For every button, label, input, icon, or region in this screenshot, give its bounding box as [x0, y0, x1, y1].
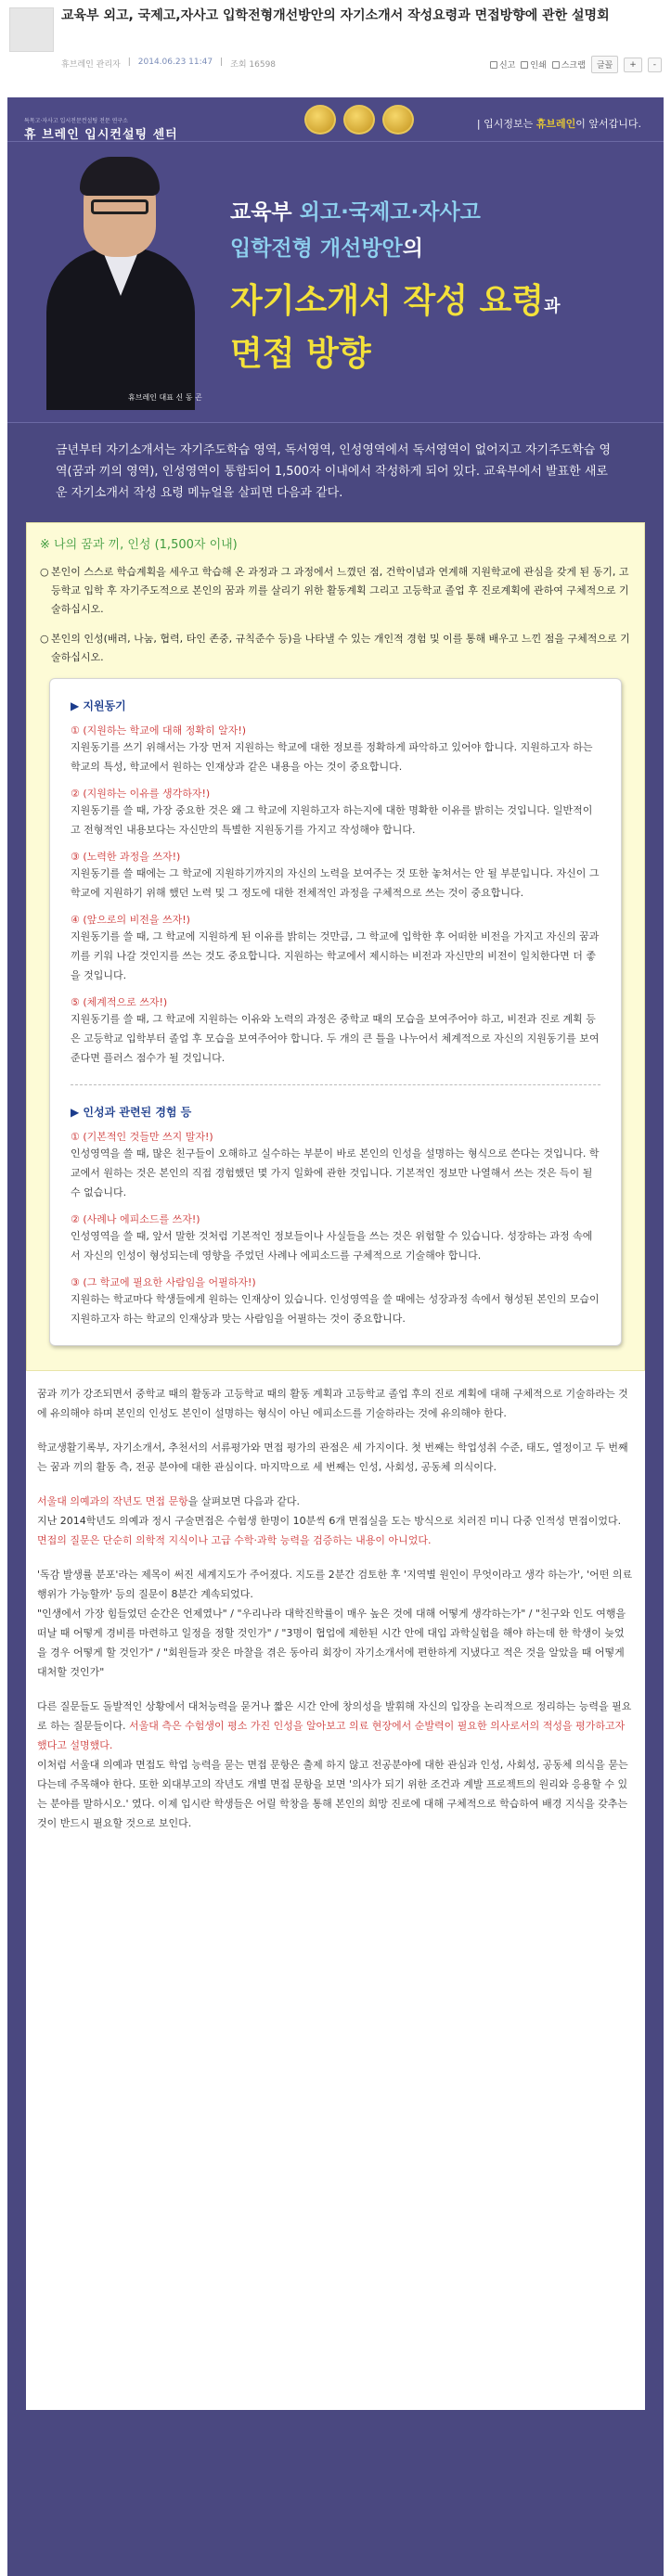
post-title: 교육부 외고, 국제고,자사고 입학전형개선방안의 자기소개서 작성요령과 면접방향에 관한 설명회	[61, 8, 610, 23]
post-tools	[490, 56, 662, 73]
tips-box	[49, 678, 622, 1346]
guideline-item: ○ 본인의 인성(배려, 나눔, 협력, 타인 존중, 규칙준수 등)을 나타낼 수 있는 개인적 경험 및 이를 통해 배우고 느낀 점을 구체적으로 기술하십시오.	[40, 633, 630, 663]
intro-text: 금년부터 자기소개서는 자기주도학습 영역, 독서영역, 인성영역에서 독서영역이 없어지고 자기주도학습 영역(꿈과 끼의 영역), 인성영역이 통합되어 1,500자 이내에서 작성하게 되어 있다. 교육부에서 발표한 새로운 자기소개서 작성 요령 메뉴얼을 살피면 다음과 같다.	[7, 422, 664, 522]
medal-icon	[382, 105, 414, 135]
avatar[interactable]	[9, 7, 54, 52]
banner-image	[7, 97, 664, 422]
divider	[71, 1084, 600, 1085]
print-button[interactable]: 인쇄	[521, 58, 546, 70]
tip-body: 지원동기를 쓰기 위해서는 가장 먼저 지원하는 학교에 대한 정보를 정확하게 파악하고 있어야 합니다. 지원하고자 하는 학교의 특성, 학교에서 원하는 인재상과 같은 내용을 아는 것이 중요합니다.	[71, 741, 593, 773]
tip-body: 지원동기를 쓸 때, 가장 중요한 것은 왜 그 학교에 지원하고자 하는지에 대한 명확한 이유를 밝히는 것입니다. 일반적이고 전형적인 내용보다는 자신만의 특별한 지원동기를 가지고 작성해야 합니다.	[71, 804, 593, 836]
post-meta: 휴브레인 관리자 | 2014.06.23 11:47 | 조회 16598	[61, 58, 277, 70]
font-decrease-button[interactable]: -	[648, 58, 662, 72]
tip-heading: ③ (그 학교에 필요한 사람임을 어필하자!)	[71, 1276, 256, 1288]
tip-heading: ② (사례나 에피소드를 쓰자!)	[71, 1213, 200, 1225]
guideline-item: ○ 본인이 스스로 학습계획을 세우고 학습해 온 과정과 그 과정에서 느꼈던 점, 건학이념과 연계해 지원학교에 관심을 갖게 된 동기, 고등학교 입학 후 자기주도적으로 본인의 꿈과 끼를 살리기 위한 활동계획 그리고 고등학교 졸업 후 진로계획에 관하여 구체적으로 기술하십시오.	[40, 566, 629, 615]
tip-body: 지원동기를 쓸 때, 그 학교에 지원하게 된 이유를 밝히는 것만큼, 그 학교에 입학한 후 어떠한 비전을 가지고 자신의 꿈과 끼를 키워 나갈 것인지를 쓰는 것도 중요합니다. 지원하는 학교에서 제시하는 비전과 자신만의 비전이 일치한다면 더 좋을 것입니다.	[71, 930, 600, 981]
tip-body: 인성영역을 쓸 때, 앞서 말한 것처럼 기본적인 정보들이나 사실들을 쓰는 것은 위험할 수 있습니다. 성장하는 과정 속에서 자신의 인성이 형성되는데 영향을 주었던 사례나 에피소드를 구체적으로 기술해야 합니다.	[71, 1230, 593, 1262]
paragraph: '독감 발생률 분포'라는 제목이 써진 세계지도가 주어졌다. 지도를 2분간 검토한 후 '지역별 원인이 무엇이라고 생각 하는가', '어떤 의료행위가 가능할까' 등의 질문이 8분간 계속되었다. "인생에서 가장 힘들었던 순간은 언제였나" / "우리나라 대학진학률이 매우 높은 것에 대해 어떻게 생각하는가" / "친구와 인도 여행을 떠날 때 어떻게 경비를 마련하고 일정을 정할 것인가" / "3명이 협업에 제한된 시간 안에 대입 과학실험을 해야 하는데 한 학생이 늦었을 경우 어떻게 할 것인가" / "회원들과 잦은 마찰을 겪은 동아리 회장이 자기소개서에 편한하게 지냈다고 적은 것을 알았을 때 어떻게 대처할 것인가"	[37, 1569, 633, 1678]
siren-icon	[490, 61, 497, 69]
banner-headline: 교육부 외고·국제고·자사고 입학전형 개선방안의 자기소개서 작성 요령과 면접 방향	[230, 200, 561, 373]
tip-body: 인성영역을 쓸 때, 많은 친구들이 오해하고 실수하는 부분이 바로 본인의 인성을 설명하는 형식으로 쓴다는 것입니다. 학교에서 원하는 것은 본인의 직접 경험했던 몇 가지 일화에 관한 것입니다. 기본적인 정보만 나열해서 쓰는 것은 득이 될 수 없습니다.	[71, 1147, 600, 1198]
post-date: 2014.06.23 11:47	[137, 58, 213, 67]
paragraph: 학교생활기록부, 자기소개서, 추천서의 서류평가와 면접 평가의 관점은 세 가지이다. 첫 번째는 학업성취 수준, 태도, 열정이고 두 번째는 꿈과 끼의 활동 측, 전공 분야에 대한 관심이다. 마지막으로 세 번째는 인성, 사회성, 공동체 의식이다.	[37, 1442, 628, 1473]
paragraph: 서울대 의예과의 작년도 면접 문항을 살펴보면 다음과 같다. 지난 2014학년도 의예과 정시 구술면접은 수험생 한명이 10분씩 6개 면접실을 도는 방식으로 치러진 미니 다중 인적성 면접이었다. 면접의 질문은 단순히 의학적 지식이나 고급 수학·과학 능력을 검증하는 내용이 아니었다.	[37, 1495, 622, 1546]
tip-body: 지원동기를 쓸 때, 그 학교에 지원하는 이유와 노력의 과정은 중학교 때의 모습을 보여주어야 하고, 비전과 진로 계획 등은 고등학교 입학부터 졸업 후 모습을 보여주어야 합니다. 두 개의 큰 틀을 나누어서 체계적으로 자신의 지원동기를 보여준다면 플러스 점수가 될 것입니다.	[71, 1013, 600, 1064]
paragraph: 다른 질문들도 돌발적인 상황에서 대처능력을 묻거나 짧은 시간 안에 창의성을 발휘해 자신의 입장을 논리적으로 정리하는 능력을 필요로 하는 질문들이다. 서울대 측은 수험생이 평소 가진 인성을 알아보고 의료 현장에서 순발력이 필요한 의사로서의 적성을 평가하고자 했다고 설명했다. 이처럼 서울대 의예과 면접도 학업 능력을 묻는 면접 문항은 출제 하지 않고 전공분야에 대한 관심과 인성, 사회성, 공동체 의식을 묻는 다는데 주목해야 한다. 또한 외대부고의 작년도 개별 면접 문항을 보면 '의사가 되기 위한 조건과 계발 프로젝트의 원리와 응용할 수 있는 분야를 말하시오.' 였다. 이제 입시란 학생들은 어릴 학창을 통해 본인의 희망 진로에 대해 구체적으로 학습하여 배경 지식을 갖추는 것이 반드시 필요할 것으로 보인다.	[37, 1700, 632, 1829]
banner-top-bar	[7, 97, 664, 142]
scrap-icon	[552, 61, 560, 69]
post-header	[0, 0, 671, 83]
presenter-photo	[46, 155, 195, 410]
font-button[interactable]: 글꼴	[591, 56, 618, 73]
award-medals	[304, 105, 414, 135]
post-views: 조회 16598	[230, 60, 277, 70]
tip-body: 지원하는 학교마다 학생들에게 원하는 인재상이 있습니다. 인성영역을 쓸 때에는 성장과정 속에서 형성된 본인의 모습이 지원하고자 하는 학교의 인재상과 맞는 사람임을 어필하는 것이 중요합니다.	[71, 1293, 600, 1325]
section-title-character: ▶ 인성과 관련된 경험 등	[71, 1106, 192, 1119]
tip-heading: ① (지원하는 학교에 대해 정확히 알자!)	[71, 724, 247, 737]
slogan: | 입시정보는 휴브레인이 앞서갑니다.	[476, 118, 641, 130]
post-author[interactable]: 휴브레인 관리자	[61, 60, 121, 70]
printer-icon	[521, 61, 528, 69]
scrap-button[interactable]: 스크랩	[552, 58, 586, 70]
medal-icon	[304, 105, 336, 135]
font-increase-button[interactable]: +	[624, 58, 642, 72]
medal-icon	[343, 105, 375, 135]
paragraph: 꿈과 끼가 강조되면서 중학교 때의 활동과 고등학교 때의 활동 계획과 고등학교 졸업 후의 진로 계획에 대해 구체적으로 기술하라는 것에 유의해야 하며 본인의 인성도 본인이 설명하는 형식이 아닌 에피소드를 기술하라는 것에 유의해야 한다.	[37, 1388, 628, 1419]
tip-heading: ④ (앞으로의 비전을 쓰자!)	[71, 914, 190, 926]
explanation-text	[26, 1371, 645, 2410]
signature: 휴브레인 대표 신 동 곤	[128, 393, 202, 402]
article-body	[7, 97, 664, 2576]
tip-heading: ② (지원하는 이유를 생각하자!)	[71, 788, 211, 800]
section-title-motivation: ▶ 지원동기	[71, 699, 126, 712]
tip-heading: ⑤ (체계적으로 쓰자!)	[71, 996, 168, 1008]
tip-heading: ③ (노력한 과정을 쓰자!)	[71, 851, 181, 863]
guideline-heading: ※ 나의 꿈과 끼, 인성 (1,500자 이내)	[40, 538, 238, 552]
tip-heading: ① (기본적인 것들만 쓰지 말자!)	[71, 1131, 213, 1143]
logo: 특목고·자사고 입시전문컨설팅 전문 연구소 휴 브레인 입시컨설팅 센터	[24, 118, 178, 142]
guideline-panel	[26, 522, 645, 1371]
report-button[interactable]: 신고	[490, 58, 515, 70]
tip-body: 지원동기를 쓸 때에는 그 학교에 지원하기까지의 자신의 노력을 보여주는 것 또한 놓쳐서는 안 될 부분입니다. 자신이 그 학교에 지원하기 위해 했던 노력 및 그 정도에 대한 전체적인 과정을 구체적으로 쓰는 것이 중요합니다.	[71, 867, 600, 899]
